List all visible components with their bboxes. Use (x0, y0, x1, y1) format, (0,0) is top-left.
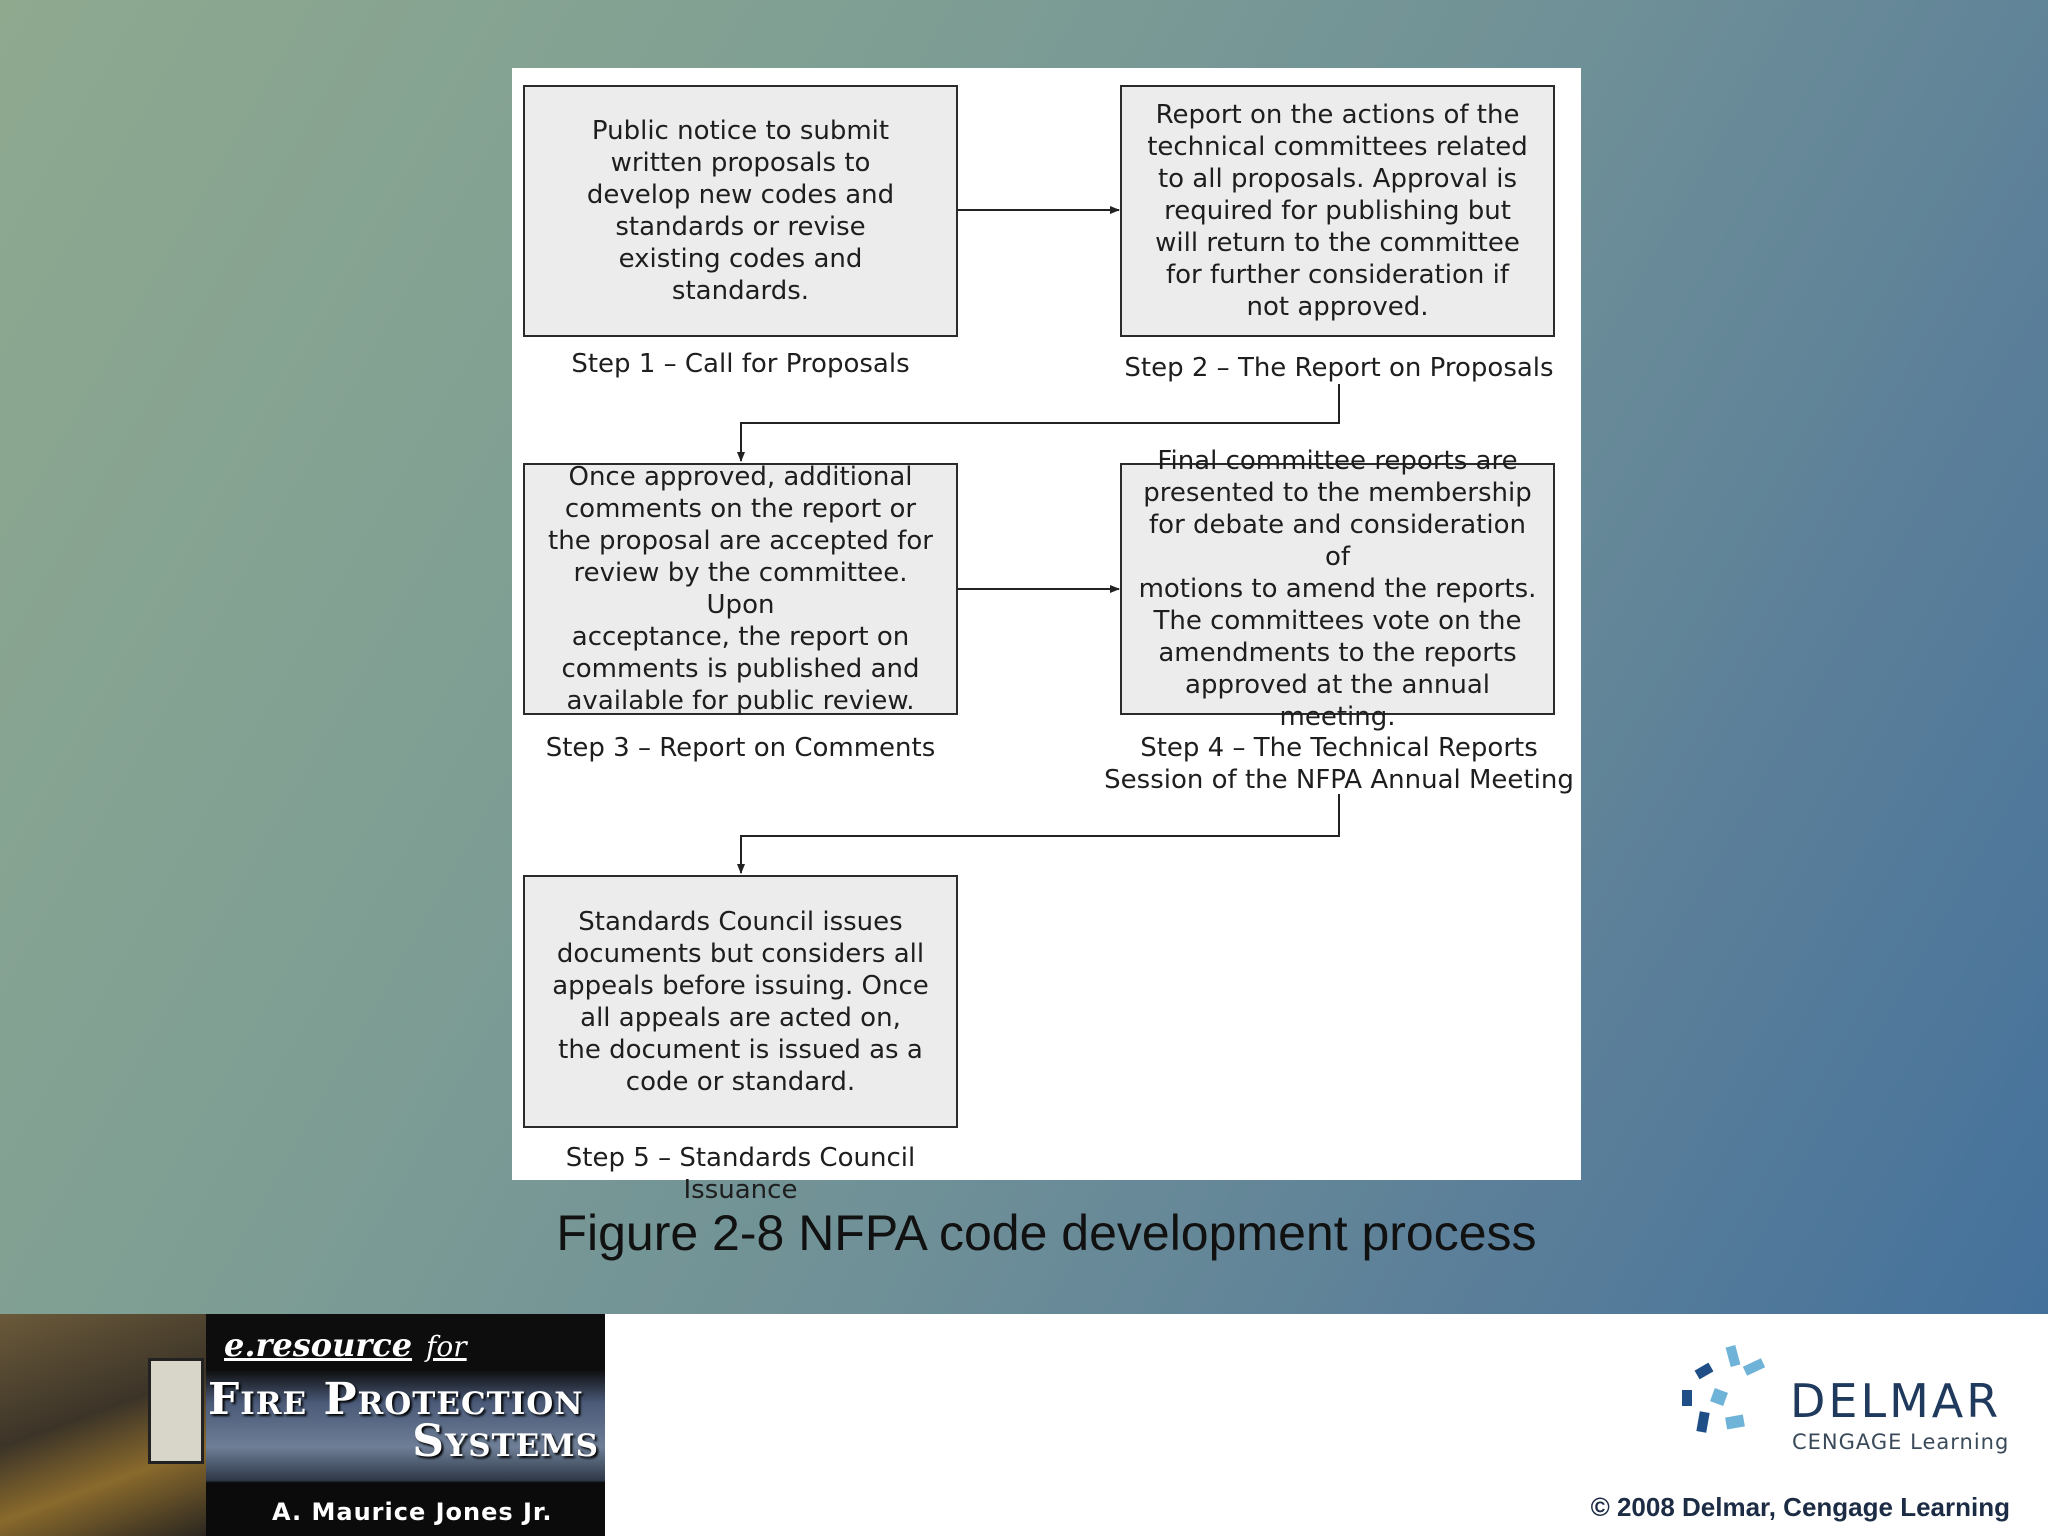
cover-title-area (206, 1314, 605, 1536)
step-2-box: Report on the actions of the technical committees related to all proposals. Approval is required for publishing but will return to the committee for further consideration if not approved. (1120, 85, 1555, 337)
step-1-box: Public notice to submit written proposals to develop new codes and standards or revise existing codes and standards. (523, 85, 958, 337)
figure-title: Figure 2-8 NFPA code development process (556, 1205, 1537, 1261)
step-2-caption: Step 2 – The Report on Proposals (1124, 353, 1554, 383)
cover-title-line2: Systems (412, 1416, 599, 1467)
step-5-caption: Step 5 – Standards Council Issuance (565, 1143, 916, 1205)
delmar-logo-icon (1676, 1344, 1776, 1444)
control-panel-image (148, 1358, 204, 1464)
step-4-box: Final committee reports are presented to the membership for debate and consideration of motions to amend the reports. The committees vote on the amendments to the reports approved at the annual meeting. (1120, 463, 1555, 715)
publisher-subname: CENGAGE Learning (1792, 1430, 2010, 1454)
flowchart-figure (512, 68, 1581, 1205)
step-4-caption: Step 4 – The Technical Reports Session of the NFPA Annual Meeting (1104, 733, 1574, 795)
slide-footer (0, 1314, 2048, 1536)
step-3-caption: Step 3 – Report on Comments (545, 733, 936, 763)
publisher-name: DELMAR (1790, 1374, 2002, 1428)
cover-title-line1: Fire Protection (208, 1374, 584, 1425)
cover-author: A. Maurice Jones Jr. (272, 1498, 553, 1526)
step-3-box: Once approved, additional comments on the report or the proposal are accepted for review by the committee. Upon acceptance, the report on comments is published and available for public review. (523, 463, 958, 715)
step-5-box: Standards Council issues documents but considers all appeals before issuing. Once all appeals are acted on, the document is issued as a code or standard. (523, 875, 958, 1128)
copyright-notice: © 2008 Delmar, Cengage Learning (1590, 1492, 2010, 1522)
firefighters-photo (0, 1314, 206, 1536)
book-cover-banner (0, 1314, 605, 1536)
arrow-step4-to-step5 (741, 794, 1339, 873)
step-1-caption: Step 1 – Call for Proposals (571, 349, 910, 379)
eresource-label: e.resource for (224, 1326, 467, 1364)
